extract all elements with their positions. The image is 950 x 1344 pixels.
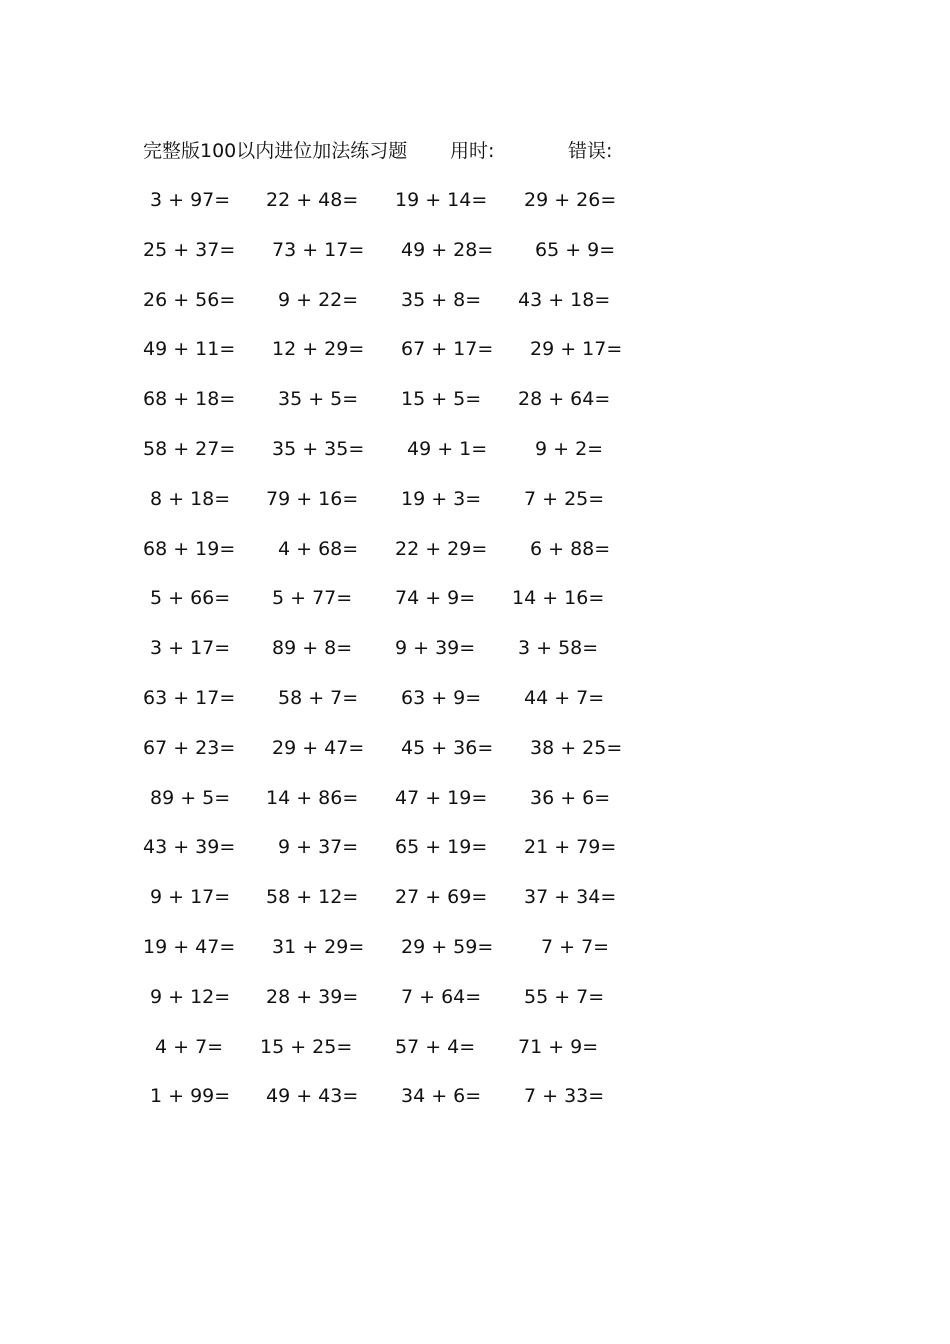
problem-item: 63 + 17= [143, 686, 236, 709]
problem-row [0, 683, 950, 733]
problem-item: 63 + 9= [401, 686, 482, 709]
problem-row [0, 583, 950, 633]
problem-item: 65 + 19= [395, 836, 488, 859]
problem-item: 29 + 17= [530, 338, 623, 361]
problem-item: 3 + 97= [150, 189, 231, 211]
problem-item: 57 + 4= [395, 1035, 476, 1058]
problem-row [0, 1081, 950, 1131]
problem-item: 89 + 5= [150, 786, 231, 809]
problem-item: 49 + 43= [266, 1085, 359, 1108]
problem-row [0, 1032, 950, 1082]
problem-item: 49 + 11= [143, 338, 236, 361]
problem-row [0, 484, 950, 534]
problem-row [0, 334, 950, 384]
problem-item: 28 + 64= [518, 388, 611, 411]
problem-row [0, 882, 950, 932]
problem-item: 47 + 19= [395, 786, 488, 809]
problem-item: 37 + 34= [524, 886, 617, 909]
problem-item: 19 + 47= [143, 935, 236, 958]
problem-item: 27 + 69= [395, 886, 488, 909]
problem-item: 7 + 7= [541, 935, 610, 958]
problem-row [0, 384, 950, 434]
problem-item: 43 + 39= [143, 836, 236, 859]
problem-item: 14 + 16= [512, 587, 605, 610]
problem-item: 49 + 1= [407, 437, 488, 460]
problem-item: 15 + 5= [401, 388, 482, 411]
problem-item: 25 + 37= [143, 238, 236, 261]
problem-grid [0, 185, 950, 1131]
problem-item: 68 + 18= [143, 388, 236, 411]
problem-row [0, 534, 950, 584]
problem-item: 9 + 2= [535, 437, 604, 460]
problem-row [0, 982, 950, 1032]
problem-item: 9 + 39= [395, 637, 476, 660]
problem-item: 89 + 8= [272, 637, 353, 660]
problem-item: 12 + 29= [272, 338, 365, 361]
problem-item: 28 + 39= [266, 985, 359, 1008]
problem-row [0, 783, 950, 833]
problem-item: 35 + 35= [272, 437, 365, 460]
problem-item: 67 + 23= [143, 736, 236, 759]
problem-item: 7 + 25= [524, 487, 605, 510]
problem-item: 29 + 47= [272, 736, 365, 759]
problem-item: 71 + 9= [518, 1035, 599, 1058]
problem-item: 4 + 7= [155, 1035, 224, 1058]
problem-item: 6 + 88= [530, 537, 611, 560]
problem-item: 14 + 86= [266, 786, 359, 809]
problem-item: 79 + 16= [266, 487, 359, 510]
problem-row [0, 185, 950, 235]
problem-item: 38 + 25= [530, 736, 623, 759]
problem-item: 49 + 28= [401, 238, 494, 261]
problem-item: 7 + 33= [524, 1085, 605, 1108]
problem-item: 15 + 25= [260, 1035, 353, 1058]
problem-row [0, 633, 950, 683]
problem-row [0, 932, 950, 982]
problem-item: 4 + 68= [278, 537, 359, 560]
problem-item: 35 + 8= [401, 288, 482, 311]
problem-item: 19 + 14= [395, 189, 488, 211]
problem-item: 74 + 9= [395, 587, 476, 610]
problem-item: 68 + 19= [143, 537, 236, 560]
problem-item: 22 + 48= [266, 189, 359, 211]
problem-row [0, 434, 950, 484]
problem-item: 3 + 17= [150, 637, 231, 660]
problem-item: 43 + 18= [518, 288, 611, 311]
problem-item: 5 + 66= [150, 587, 231, 610]
error-label: 错误: [568, 140, 613, 162]
problem-item: 58 + 7= [278, 686, 359, 709]
problem-row [0, 832, 950, 882]
problem-item: 58 + 12= [266, 886, 359, 909]
problem-row [0, 235, 950, 285]
problem-item: 9 + 22= [278, 288, 359, 311]
problem-item: 9 + 12= [150, 985, 231, 1008]
problem-item: 22 + 29= [395, 537, 488, 560]
problem-item: 8 + 18= [150, 487, 231, 510]
problem-item: 7 + 64= [401, 985, 482, 1008]
problem-item: 34 + 6= [401, 1085, 482, 1108]
problem-item: 55 + 7= [524, 985, 605, 1008]
time-label: 用时: [450, 140, 495, 162]
problem-item: 9 + 37= [278, 836, 359, 859]
worksheet-title: 完整版100以内进位加法练习题 [143, 140, 408, 162]
problem-item: 29 + 59= [401, 935, 494, 958]
problem-item: 73 + 17= [272, 238, 365, 261]
problem-item: 65 + 9= [535, 238, 616, 261]
problem-item: 9 + 17= [150, 886, 231, 909]
problem-item: 26 + 56= [143, 288, 236, 311]
problem-item: 35 + 5= [278, 388, 359, 411]
problem-item: 31 + 29= [272, 935, 365, 958]
problem-item: 45 + 36= [401, 736, 494, 759]
problem-item: 21 + 79= [524, 836, 617, 859]
problem-item: 5 + 77= [272, 587, 353, 610]
problem-item: 3 + 58= [518, 637, 599, 660]
problem-item: 58 + 27= [143, 437, 236, 460]
problem-item: 1 + 99= [150, 1085, 231, 1108]
problem-item: 19 + 3= [401, 487, 482, 510]
problem-row [0, 733, 950, 783]
problem-item: 29 + 26= [524, 189, 617, 211]
problem-item: 36 + 6= [530, 786, 611, 809]
problem-item: 67 + 17= [401, 338, 494, 361]
problem-item: 44 + 7= [524, 686, 605, 709]
problem-row [0, 285, 950, 335]
